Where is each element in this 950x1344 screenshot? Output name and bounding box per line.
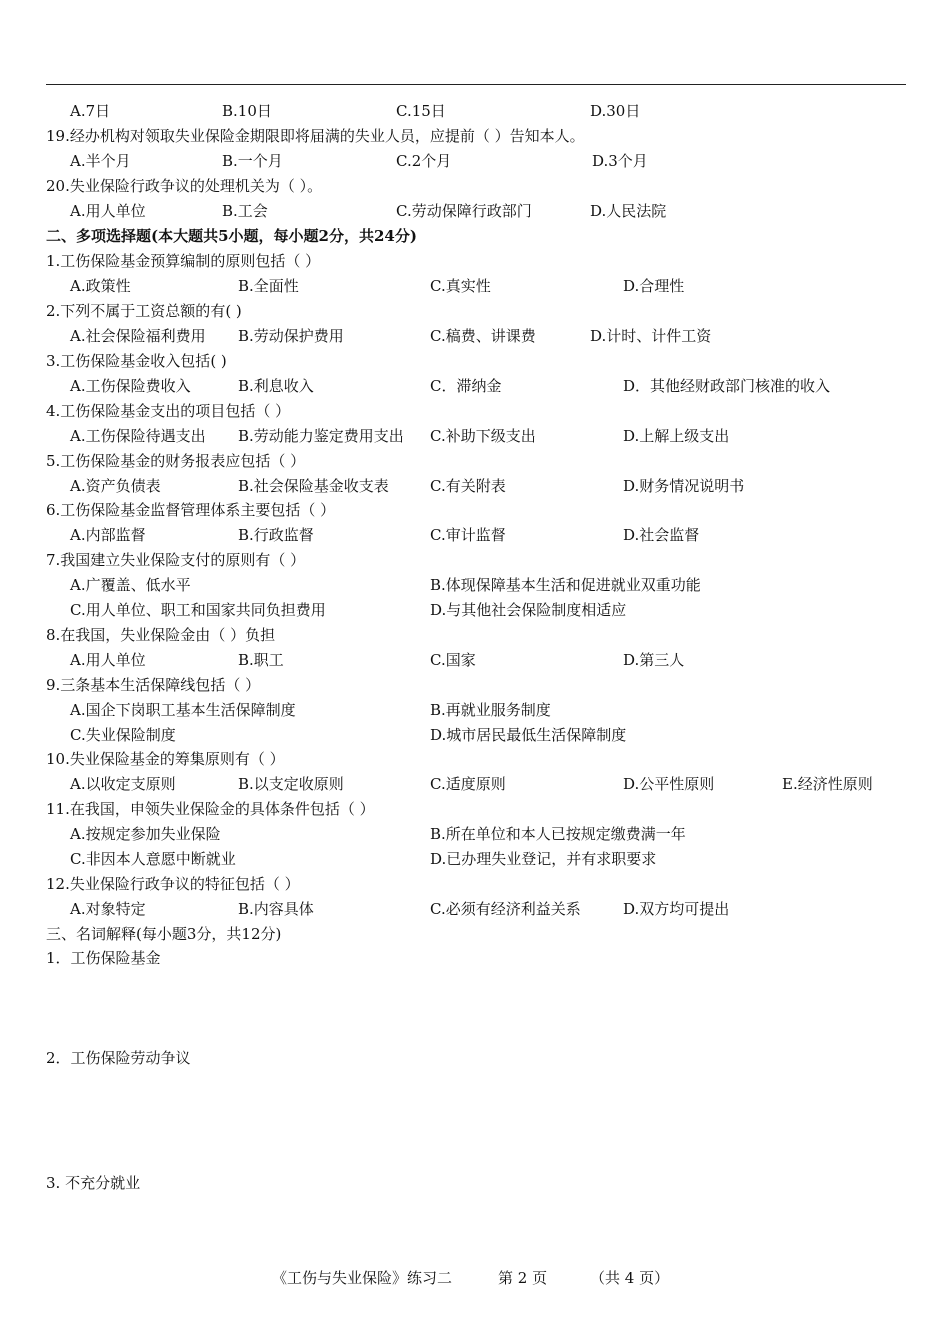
s2-q4-option-d: D.上解上级支出: [623, 427, 730, 445]
s2-q2-stem: 2.下列不属于工资总额的有( ): [46, 302, 242, 320]
s2-q10-option-c: C.适度原则: [430, 775, 506, 793]
s2-q6-option-c: C.审计监督: [430, 526, 506, 544]
s2-q3-option-c: C．滞纳金: [430, 377, 502, 395]
q20-option-b: B.工会: [222, 202, 268, 220]
s2-q7-stem: 7.我国建立失业保险支付的原则有（ ）: [46, 551, 306, 569]
s3-term-3: 3. 不充分就业: [46, 1174, 141, 1192]
s3-term-1: 1．工伤保险基金: [46, 949, 161, 967]
s2-q1-option-a: A.政策性: [70, 277, 131, 295]
s2-q4-option-a: A.工伤保险待遇支出: [70, 427, 206, 445]
s2-q1-option-c: C.真实性: [430, 277, 491, 295]
footer-page: 第 2 页: [498, 1269, 548, 1287]
s2-q1-option-d: D.合理性: [623, 277, 685, 295]
s2-q1-stem: 1.工伤保险基金预算编制的原则包括（ ）: [46, 252, 321, 270]
section3-title: 三、名词解释(每小题3分，共12分): [46, 925, 282, 943]
s2-q5-option-b: B.社会保险基金收支表: [238, 477, 389, 495]
s2-q12-option-b: B.内容具体: [238, 900, 314, 918]
s2-q11-option-c: C.非因本人意愿中断就业: [70, 850, 236, 868]
s2-q10-option-b: B.以支定收原则: [238, 775, 344, 793]
s2-q12-stem: 12.失业保险行政争议的特征包括（ ）: [46, 875, 300, 893]
s2-q9-stem: 9.三条基本生活保障线包括（ ）: [46, 676, 261, 694]
s2-q8-stem: 8.在我国，失业保险金由（ ）负担: [46, 626, 276, 644]
s2-q3-option-a: A.工伤保险费收入: [70, 377, 191, 395]
s2-q6-option-d: D.社会监督: [623, 526, 700, 544]
q18-option-a: A.7日: [70, 102, 111, 120]
s2-q4-option-c: C.补助下级支出: [430, 427, 536, 445]
q19-option-c: C.2个月: [396, 152, 452, 170]
s2-q5-option-a: A.资产负债表: [70, 477, 161, 495]
s2-q12-option-c: C.必须有经济利益关系: [430, 900, 581, 918]
q19-option-a: A.半个月: [70, 152, 131, 170]
q20-option-a: A.用人单位: [70, 202, 146, 220]
s2-q7-option-c: C.用人单位、职工和国家共同负担费用: [70, 601, 326, 619]
s2-q9-option-a: A.国企下岗职工基本生活保障制度: [70, 701, 296, 719]
s2-q6-option-b: B.行政监督: [238, 526, 314, 544]
q19-stem: 19.经办机构对领取失业保险金期限即将届满的失业人员，应提前（ ）告知本人。: [46, 127, 585, 145]
header-rule: [46, 84, 906, 85]
s2-q2-option-d: D.计时、计件工资: [590, 327, 712, 345]
s2-q4-stem: 4.工伤保险基金支出的项目包括（ ）: [46, 402, 291, 420]
s2-q5-option-c: C.有关附表: [430, 477, 506, 495]
s2-q2-option-c: C.稿费、讲课费: [430, 327, 536, 345]
s2-q8-option-c: C.国家: [430, 651, 476, 669]
s2-q3-option-d: D．其他经财政部门核准的收入: [623, 377, 831, 395]
s2-q8-option-d: D.第三人: [623, 651, 685, 669]
q20-option-d: D.人民法院: [590, 202, 667, 220]
s2-q12-option-a: A.对象特定: [70, 900, 146, 918]
s2-q10-option-d: D.公平性原则: [623, 775, 715, 793]
s2-q6-stem: 6.工伤保险基金监督管理体系主要包括（ ）: [46, 501, 336, 519]
s2-q7-option-b: B.体现保障基本生活和促进就业双重功能: [430, 576, 701, 594]
s2-q10-stem: 10.失业保险基金的筹集原则有（ ）: [46, 750, 285, 768]
s2-q2-option-b: B.劳动保护费用: [238, 327, 344, 345]
s2-q11-option-b: B.所在单位和本人已按规定缴费满一年: [430, 825, 686, 843]
s2-q11-option-a: A.按规定参加失业保险: [70, 825, 221, 843]
s3-term-2: 2．工伤保险劳动争议: [46, 1049, 191, 1067]
s2-q1-option-b: B.全面性: [238, 277, 299, 295]
q18-option-b: B.10日: [222, 102, 272, 120]
q18-option-c: C.15日: [396, 102, 446, 120]
q19-option-d: D.3个月: [592, 152, 648, 170]
s2-q7-option-a: A.广覆盖、低水平: [70, 576, 191, 594]
s2-q9-option-b: B.再就业服务制度: [430, 701, 551, 719]
s2-q4-option-b: B.劳动能力鉴定费用支出: [238, 427, 404, 445]
s2-q8-option-b: B.职工: [238, 651, 284, 669]
s2-q9-option-c: C.失业保险制度: [70, 726, 176, 744]
s2-q3-option-b: B.利息收入: [238, 377, 314, 395]
q20-stem: 20.失业保险行政争议的处理机关为（ ）。: [46, 177, 323, 195]
s2-q6-option-a: A.内部监督: [70, 526, 146, 544]
q18-option-d: D.30日: [590, 102, 641, 120]
s2-q11-stem: 11.在我国，申领失业保险金的具体条件包括（ ）: [46, 800, 375, 818]
q20-option-c: C.劳动保障行政部门: [396, 202, 532, 220]
s2-q5-option-d: D.财务情况说明书: [623, 477, 745, 495]
s2-q10-option-e: E.经济性原则: [782, 775, 873, 793]
s2-q9-option-d: D.城市居民最低生活保障制度: [430, 726, 627, 744]
s2-q5-stem: 5.工伤保险基金的财务报表应包括（ ）: [46, 452, 306, 470]
footer-course: 《工伤与失业保险》练习二: [272, 1269, 453, 1287]
s2-q10-option-a: A.以收定支原则: [70, 775, 176, 793]
s2-q3-stem: 3.工伤保险基金收入包括( ): [46, 352, 227, 370]
s2-q11-option-d: D.已办理失业登记，并有求职要求: [430, 850, 657, 868]
s2-q8-option-a: A.用人单位: [70, 651, 146, 669]
section2-title: 二、多项选择题(本大题共5小题，每小题2分，共24分): [46, 227, 417, 245]
s2-q12-option-d: D.双方均可提出: [623, 900, 730, 918]
q19-option-b: B.一个月: [222, 152, 283, 170]
s2-q2-option-a: A.社会保险福利费用: [70, 327, 206, 345]
s2-q7-option-d: D.与其他社会保险制度相适应: [430, 601, 627, 619]
footer-total: （共 4 页）: [590, 1269, 670, 1287]
